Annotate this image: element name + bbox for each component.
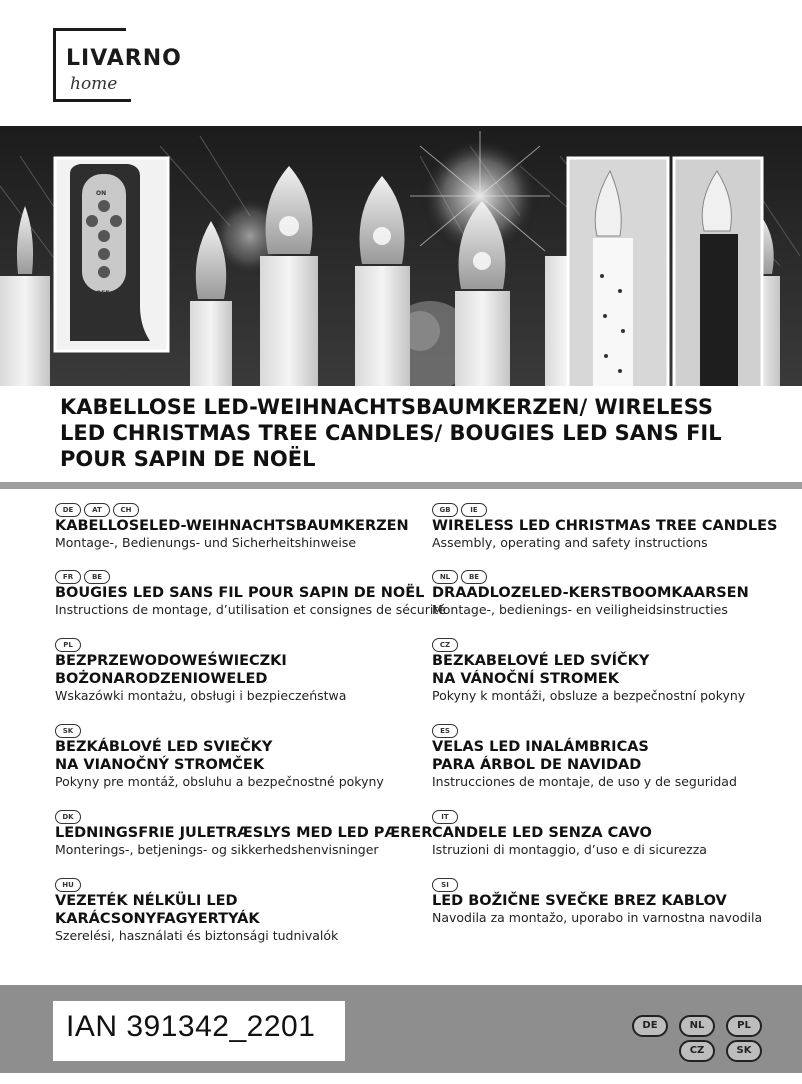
- lang-badges: [432, 810, 707, 824]
- lang-subtitle: Montage-, bedienings- en veiligheidsinstructies: [432, 602, 728, 617]
- lang-entry-it: [432, 810, 707, 858]
- lang-entry-gb: [432, 503, 777, 551]
- country-badge: GB: [432, 503, 458, 517]
- lang-title: BOUGIES LED SANS FIL POUR SAPIN DE NOËL: [55, 585, 425, 601]
- lang-title: DRAADLOZELED-KERSTBOOMKAARSEN: [432, 585, 749, 601]
- lang-title: LED BOŽIČNE SVEČKE BREZ KABLOV: [432, 893, 727, 909]
- country-badge: ES: [432, 724, 458, 738]
- lang-entry-cz: [432, 638, 745, 704]
- lang-title-line2: KARÁCSONYFAGYERTYÁK: [55, 911, 260, 927]
- lang-entry-pl: [55, 638, 346, 704]
- lang-entry-nl: [432, 570, 749, 618]
- lang-badges: [432, 503, 777, 517]
- lang-subtitle: Pokyny k montáži, obsluze a bezpečnostní pokyny: [432, 688, 746, 703]
- country-badge: SK: [55, 724, 81, 738]
- lang-title: VEZETÉK NÉLKÜLI LED: [55, 893, 238, 909]
- ian-number: IAN 391342_2201: [66, 1010, 316, 1043]
- lang-entry-fr: [55, 570, 446, 618]
- lang-title: WIRELESS LED CHRISTMAS TREE CANDLES: [432, 518, 778, 534]
- lang-entry-dk: [55, 810, 432, 858]
- lang-badges: [432, 878, 762, 892]
- lang-subtitle: Szerelési, használati és biztonsági tudnivalók: [55, 928, 339, 943]
- country-badge: DK: [55, 810, 81, 824]
- lang-badges: [55, 810, 432, 824]
- hero-image: [0, 126, 802, 386]
- lang-subtitle: Monterings-, betjenings- og sikkerhedshenvisninger: [55, 842, 379, 857]
- brand-logo: LIVARNO: [66, 46, 182, 71]
- lang-subtitle: Instructions de montage, d’utilisation et consignes de sécurité: [55, 602, 446, 617]
- remote-label-on: ON: [96, 190, 107, 197]
- lang-title-line2: BOŻONARODZENIOWELED: [55, 671, 268, 687]
- country-badge: IE: [461, 503, 487, 517]
- lang-subtitle: Wskazówki montażu, obsługi i bezpieczeństwa: [55, 688, 347, 703]
- lang-subtitle: Istruzioni di montaggio, d’uso e di sicurezza: [432, 842, 707, 857]
- country-badge: IT: [432, 810, 458, 824]
- country-badge: BE: [84, 570, 110, 584]
- lang-entry-sk: [55, 724, 384, 790]
- country-badge: NL: [432, 570, 458, 584]
- lang-entry-de: [55, 503, 409, 551]
- product-title: KABELLOSE LED-WEIHNACHTSBAUMKERZEN/ WIRELESS LED CHRISTMAS TREE CANDLES/ BOUGIES LED SANS FIL POUR SAPIN DE NOËL: [60, 395, 722, 471]
- country-badge: BE: [461, 570, 487, 584]
- lang-entry-hu: [55, 878, 338, 944]
- lang-badges: [55, 724, 384, 738]
- lang-badges: [55, 638, 346, 652]
- lang-badges: [432, 570, 749, 584]
- lang-subtitle: Montage-, Bedienungs- und Sicherheitshinweise: [55, 535, 357, 550]
- lang-subtitle: Navodila za montažo, uporabo in varnostna navodila: [432, 910, 763, 925]
- lang-title: CANDELE LED SENZA CAVO: [432, 825, 652, 841]
- footer-country-badge: DE: [632, 1015, 668, 1037]
- lang-badges: [55, 570, 446, 584]
- lang-title: KABELLOSELED-WEIHNACHTSBAUMKERZEN: [55, 518, 409, 534]
- lang-title-line2: PARA ÁRBOL DE NAVIDAD: [432, 757, 642, 773]
- lang-title-line2: NA VIANOČNÝ STROMČEK: [55, 757, 265, 773]
- lang-title: LEDNINGSFRIE JULETRÆSLYS MED LED PÆRER: [55, 825, 433, 841]
- title-divider: [0, 482, 802, 489]
- hero-illustration: [0, 126, 802, 386]
- footer-country-badge: PL: [726, 1015, 762, 1037]
- lang-title: BEZKABELOVÉ LED SVÍČKY: [432, 653, 650, 669]
- country-badge: FR: [55, 570, 81, 584]
- footer-country-badge: SK: [726, 1040, 762, 1062]
- lang-subtitle: Pokyny pre montáž, obsluhu a bezpečnostné pokyny: [55, 774, 384, 789]
- lang-title-line2: NA VÁNOČNÍ STROMEK: [432, 671, 619, 687]
- country-badge: HU: [55, 878, 81, 892]
- lang-badges: [432, 638, 745, 652]
- remote-label-off: OFF: [96, 290, 110, 297]
- lang-subtitle: Assembly, operating and safety instructions: [432, 535, 708, 550]
- country-badge: PL: [55, 638, 81, 652]
- lang-title: BEZPRZEWODOWEŚWIECZKI: [55, 653, 287, 669]
- lang-subtitle: Instrucciones de montaje, de uso y de seguridad: [432, 774, 737, 789]
- footer-country-badge: CZ: [679, 1040, 715, 1062]
- lang-entry-es: [432, 724, 737, 790]
- lang-title: VELAS LED INALÁMBRICAS: [432, 739, 649, 755]
- country-badge: AT: [84, 503, 110, 517]
- country-badge: CZ: [432, 638, 458, 652]
- country-badge: DE: [55, 503, 81, 517]
- lang-badges: [55, 503, 409, 517]
- footer-country-badge: NL: [679, 1015, 715, 1037]
- country-badge: SI: [432, 878, 458, 892]
- country-badge: CH: [113, 503, 139, 517]
- lang-title: BEZKÁBLOVÉ LED SVIEČKY: [55, 739, 273, 755]
- lang-entry-si: [432, 878, 762, 926]
- lang-badges: [55, 878, 338, 892]
- lang-badges: [432, 724, 737, 738]
- brand-logo-sub: home: [70, 74, 118, 94]
